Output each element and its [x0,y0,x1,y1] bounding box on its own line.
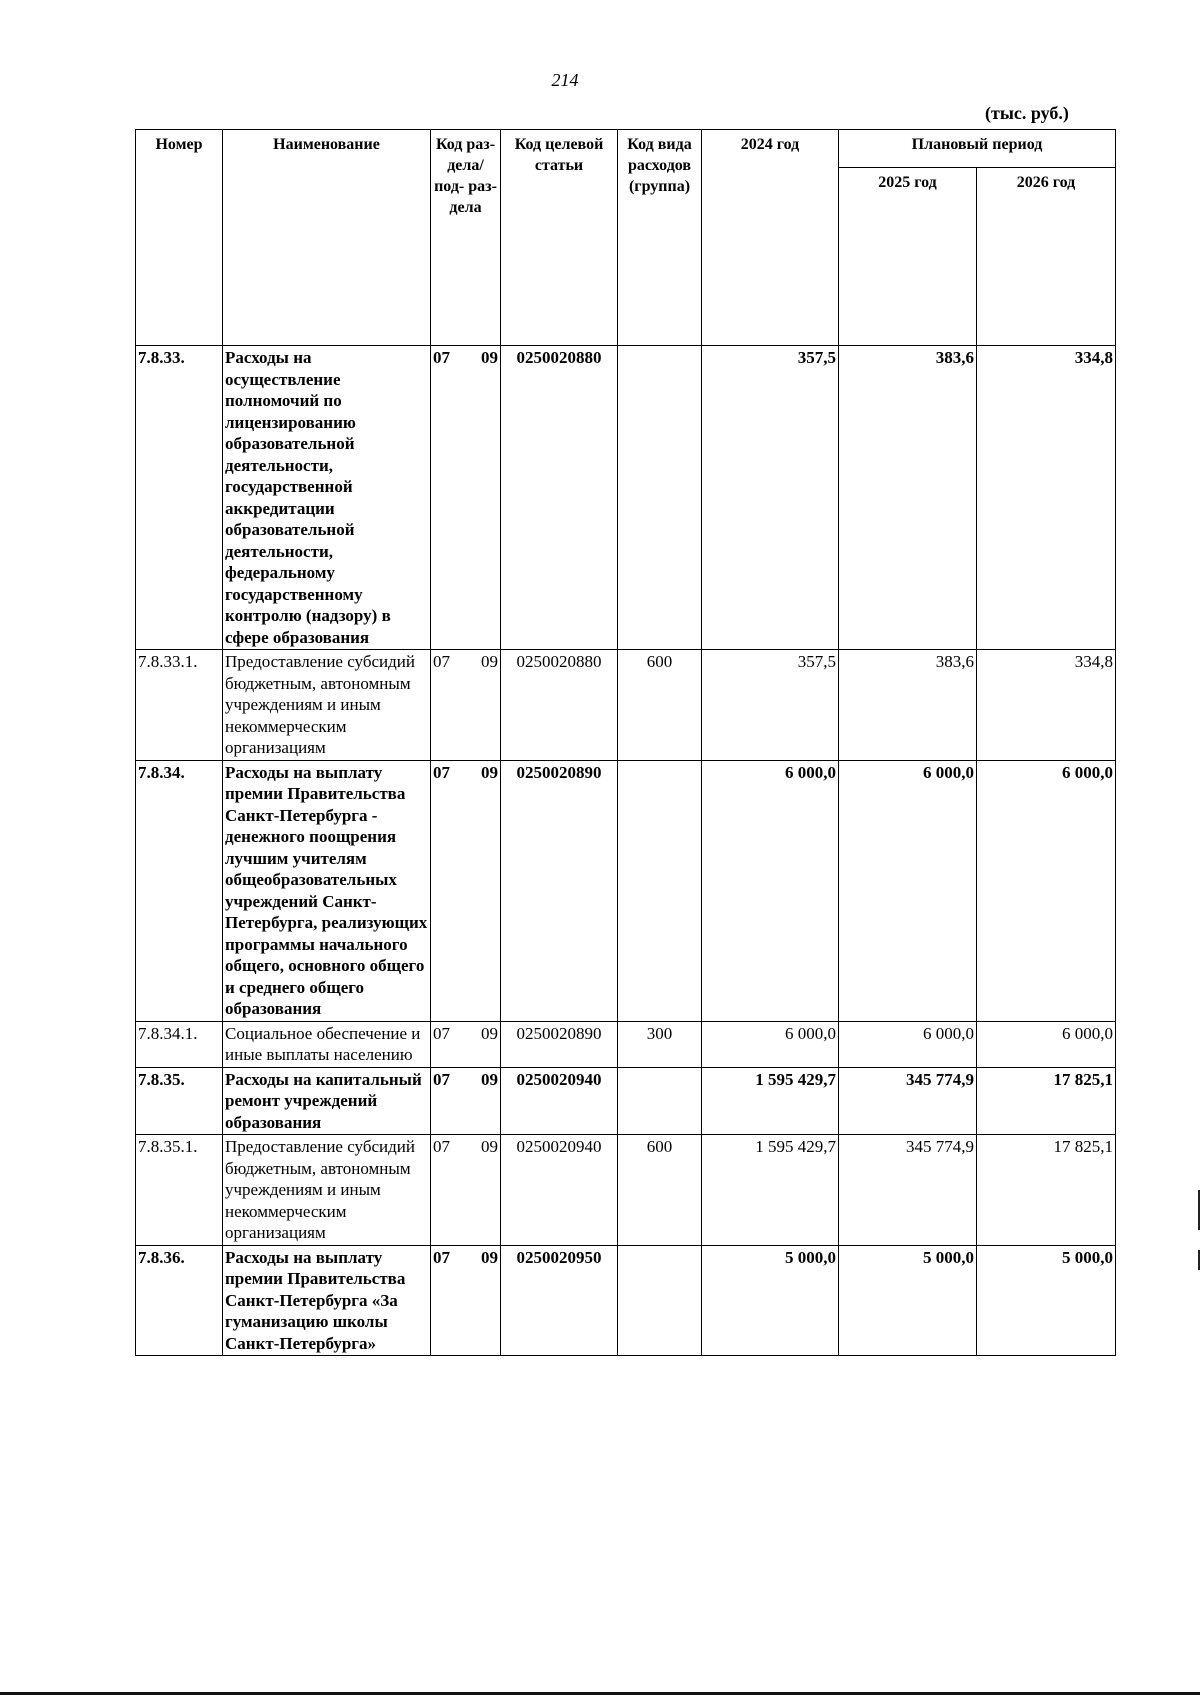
header-2025: 2025 год [839,168,977,346]
row-name: Расходы на капитальный ремонт учреждений образования [223,1067,431,1135]
row-section-code [431,1021,501,1067]
row-amount-2026: 6 000,0 [977,1021,1116,1067]
row-number: 7.8.34.1. [136,1021,223,1067]
section-code: 07 [433,1247,450,1267]
row-expense-type [618,1245,702,1356]
row-section-code [431,346,501,650]
row-amount-2024: 6 000,0 [702,1021,839,1067]
header-number: Номер [136,130,223,346]
row-target-code: 0250020950 [501,1245,618,1356]
row-name: Предоставление субсидий бюджетным, автономным учреждениям и иным некоммерческим организациям [223,1135,431,1246]
table-row [136,760,1116,1021]
header-expense-type: Код вида расходов (группа) [618,130,702,346]
row-amount-2026: 17 825,1 [977,1067,1116,1135]
row-name: Социальное обеспечение и иные выплаты населению [223,1021,431,1067]
subsection-code: 09 [481,348,498,367]
row-section-code [431,1135,501,1246]
header-planned-period: Плановый период [839,130,1116,168]
header-target: Код целевой статьи [501,130,618,346]
row-amount-2025: 345 774,9 [839,1067,977,1135]
row-amount-2025: 5 000,0 [839,1245,977,1356]
row-section-code [431,760,501,1021]
row-expense-type: 600 [618,650,702,761]
row-amount-2024: 6 000,0 [702,760,839,1021]
row-amount-2025: 383,6 [839,346,977,650]
row-target-code: 0250020940 [501,1135,618,1246]
header-section: Код раз- дела/ под- раз- дела [431,130,501,346]
page-number: 214 [551,70,579,90]
row-amount-2026: 5 000,0 [977,1245,1116,1356]
row-amount-2026: 334,8 [977,346,1116,650]
subsection-code: 09 [481,1069,498,1089]
row-amount-2024: 1 595 429,7 [702,1067,839,1135]
row-name: Расходы на выплату премии Правительства Санкт-Петербурга «За гуманизацию школы Санкт-Петербурга» [223,1245,431,1356]
row-amount-2024: 5 000,0 [702,1245,839,1356]
table-row [136,1067,1116,1135]
row-amount-2025: 345 774,9 [839,1135,977,1246]
row-expense-type [618,1067,702,1135]
row-amount-2024: 357,5 [702,346,839,650]
header-2026: 2026 год [977,168,1116,346]
row-expense-type [618,346,702,650]
row-amount-2024: 1 595 429,7 [702,1135,839,1246]
subsection-code: 09 [481,1137,498,1156]
row-amount-2024: 357,5 [702,650,839,761]
section-code: 07 [433,1069,450,1089]
row-section-code [431,1067,501,1135]
row-amount-2026: 17 825,1 [977,1135,1116,1246]
header-2024: 2024 год [702,130,839,346]
row-amount-2025: 6 000,0 [839,760,977,1021]
section-code: 07 [433,1137,450,1156]
section-code: 07 [433,1023,450,1043]
table-row [136,1135,1116,1246]
row-name: Предоставление субсидий бюджетным, автономным учреждениям и иным некоммерческим организациям [223,650,431,761]
row-section-code [431,650,501,761]
subsection-code: 09 [481,762,498,782]
subsection-code: 09 [481,1023,498,1043]
table-row [136,1245,1116,1356]
header-name: Наименование [223,130,431,346]
row-number: 7.8.36. [136,1245,223,1356]
row-number: 7.8.33. [136,346,223,650]
budget-table [135,129,1116,1356]
row-name: Расходы на осуществление полномочий по лицензированию образовательной деятельности, государственной аккредитации образовательной деятельности, федеральному государственному контролю (надзору) в сфере образования [223,346,431,650]
row-number: 7.8.35. [136,1067,223,1135]
row-number: 7.8.35.1. [136,1135,223,1246]
table-row [136,650,1116,761]
row-amount-2026: 334,8 [977,650,1116,761]
row-expense-type: 600 [618,1135,702,1246]
row-number: 7.8.34. [136,760,223,1021]
section-code: 07 [433,762,450,782]
section-code: 07 [433,348,450,367]
subsection-code: 09 [481,1247,498,1267]
row-amount-2025: 383,6 [839,650,977,761]
row-amount-2026: 6 000,0 [977,760,1116,1021]
row-target-code: 0250020890 [501,1021,618,1067]
row-target-code: 0250020880 [501,650,618,761]
row-section-code [431,1245,501,1356]
subsection-code: 09 [481,652,498,671]
units-label: (тыс. руб.) [985,103,1069,123]
row-name: Расходы на выплату премии Правительства Санкт-Петербурга - денежного поощрения лучшим учителям общеобразовательных учреждений Санкт-Петербурга, реализующих программы начального общего, основного общего и среднего общего образования [223,760,431,1021]
row-number: 7.8.33.1. [136,650,223,761]
row-expense-type: 300 [618,1021,702,1067]
row-target-code: 0250020940 [501,1067,618,1135]
table-row [136,1021,1116,1067]
table-row [136,346,1116,650]
row-expense-type [618,760,702,1021]
row-amount-2025: 6 000,0 [839,1021,977,1067]
row-target-code: 0250020880 [501,346,618,650]
section-code: 07 [433,652,450,671]
row-target-code: 0250020890 [501,760,618,1021]
